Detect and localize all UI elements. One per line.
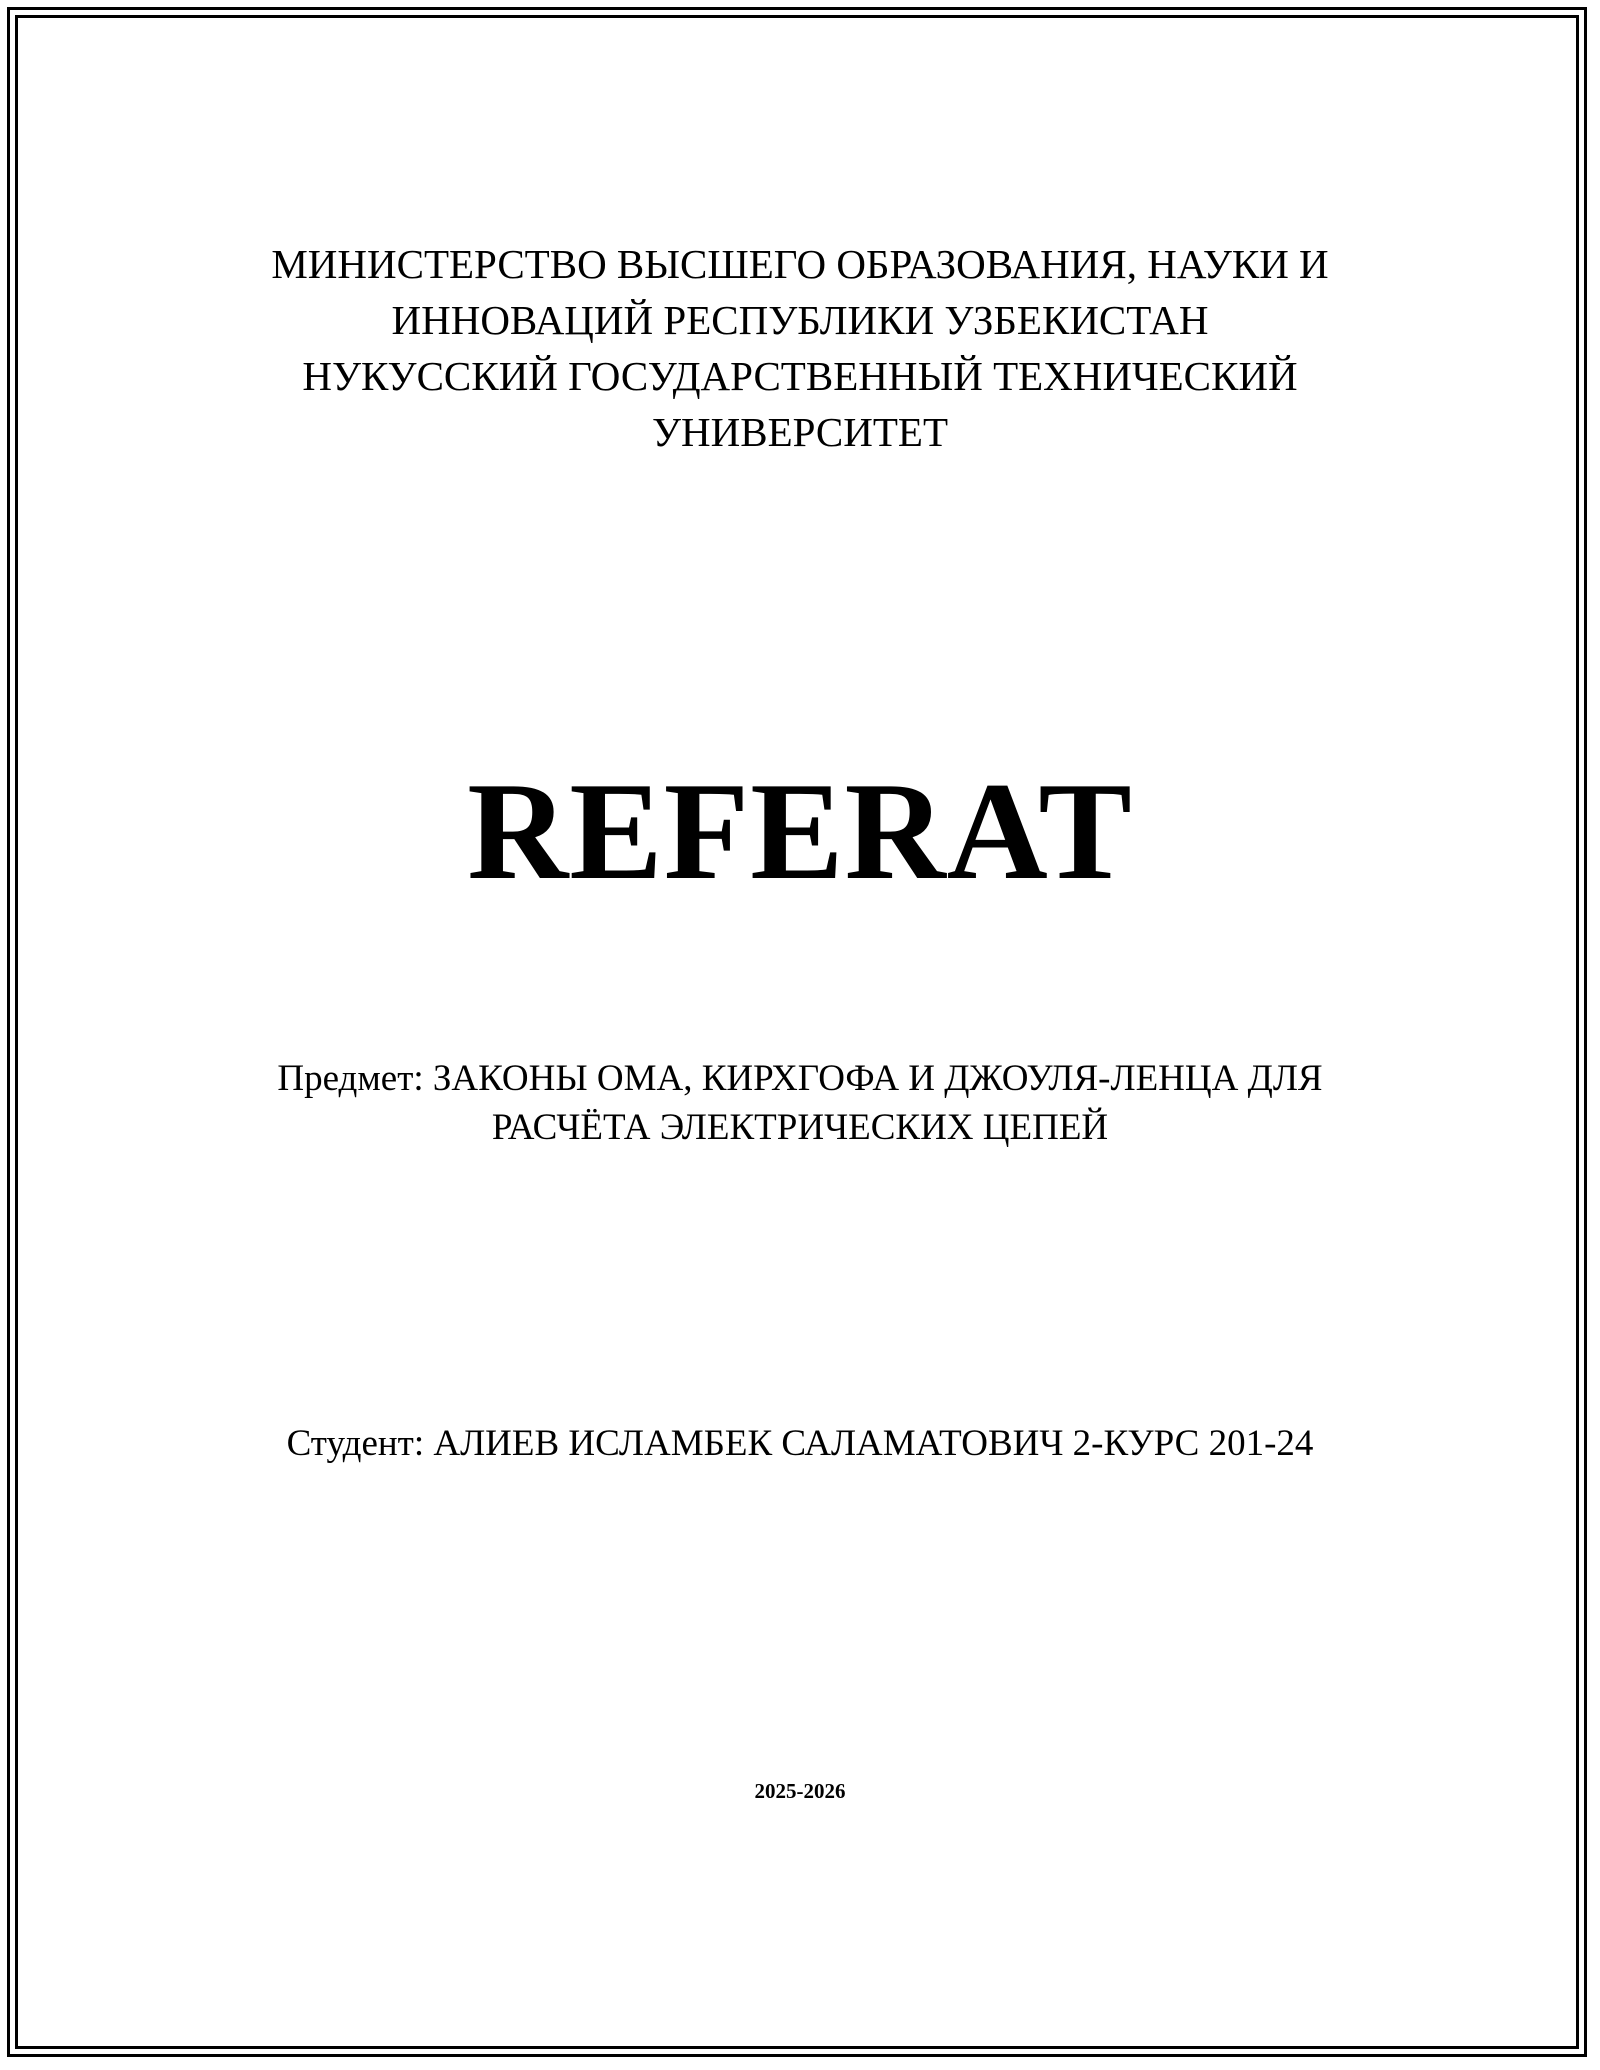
academic-year: 2025-2026 bbox=[754, 1779, 846, 1803]
document-title: REFERAT bbox=[467, 754, 1133, 909]
header-line: МИНИСТЕРСТВО ВЫСШЕГО ОБРАЗОВАНИЯ, НАУКИ И bbox=[271, 241, 1329, 287]
header-line: ИННОВАЦИЙ РЕСПУБЛИКИ УЗБЕКИСТАН bbox=[391, 297, 1209, 343]
header-line: УНИВЕРСИТЕТ bbox=[651, 409, 949, 455]
institution-header bbox=[0, 236, 1600, 460]
subject-line: Предмет: ЗАКОНЫ ОМА, КИРХГОФА И ДЖОУЛЯ-ЛЕНЦА ДЛЯ bbox=[277, 1058, 1323, 1099]
subject-block bbox=[0, 1054, 1600, 1152]
subject-line: РАСЧЁТА ЭЛЕКТРИЧЕСКИХ ЦЕПЕЙ bbox=[491, 1107, 1109, 1148]
header-line: НУКУССКИЙ ГОСУДАРСТВЕННЫЙ ТЕХНИЧЕСКИЙ bbox=[302, 353, 1298, 399]
student-info: Студент: АЛИЕВ ИСЛАМБЕК САЛАМАТОВИЧ 2-КУРС 201-24 bbox=[286, 1423, 1314, 1464]
